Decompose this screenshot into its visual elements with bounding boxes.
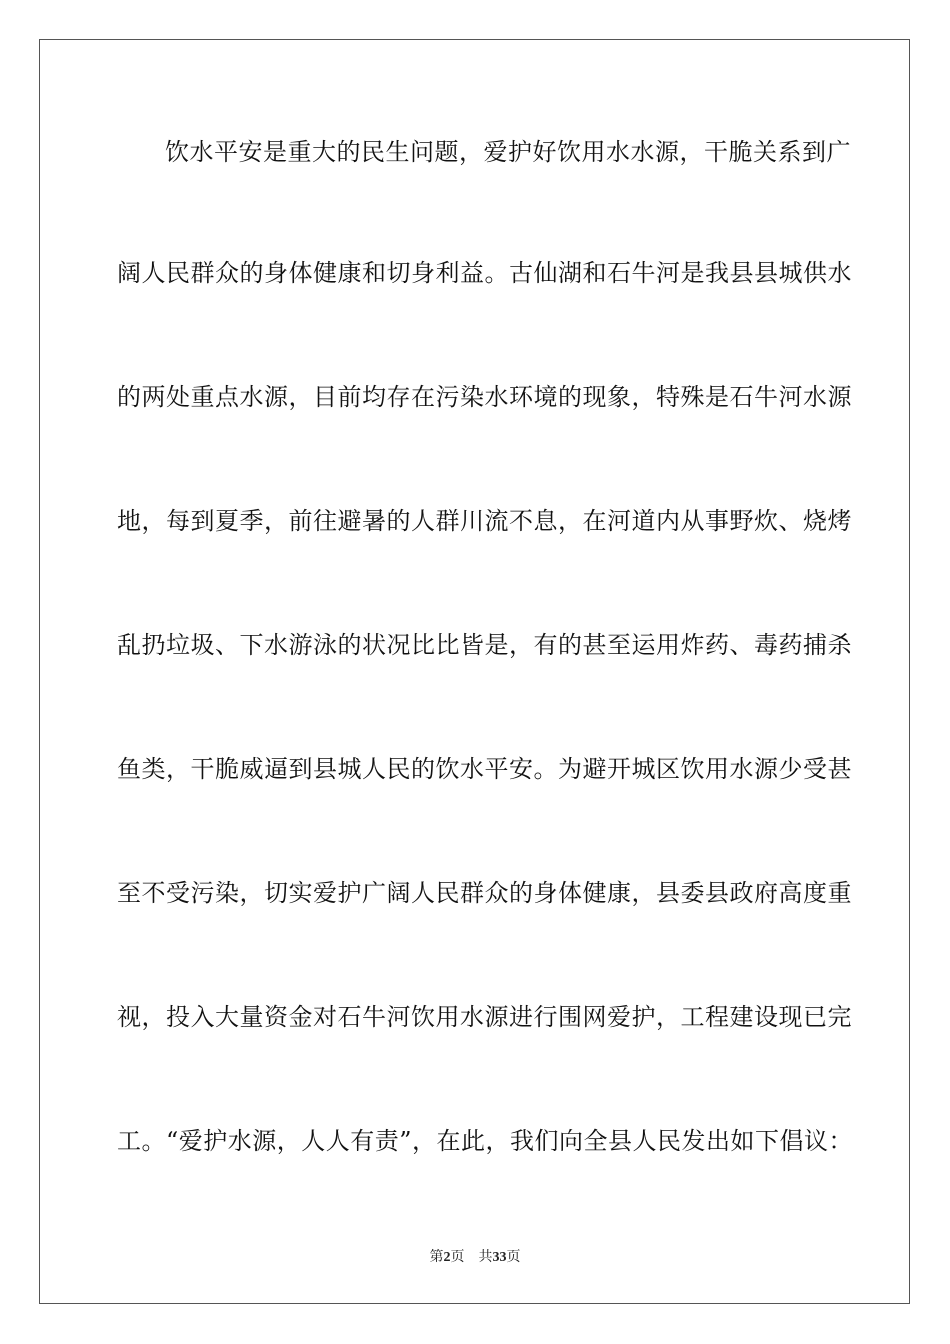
total-pages: 33 — [492, 1250, 507, 1265]
page-border — [39, 39, 910, 1304]
total-suffix: 页 — [506, 1249, 521, 1265]
text-line-9: 工。“爱护水源，人人有责”，在此，我们向全县人民发出如下倡议： — [117, 1127, 854, 1155]
total-prefix: 共 — [478, 1249, 493, 1265]
text-line-3: 的两处重点水源，目前均存在污染水环境的现象，特殊是石牛河水源 — [117, 383, 852, 411]
text-line-7: 至不受污染，切实爱护广阔人民群众的身体健康，县委县政府高度重 — [117, 879, 852, 907]
text-line-5: 乱扔垃圾、下水游泳的状况比比皆是，有的甚至运用炸药、毒药捕杀 — [117, 631, 852, 659]
page-prefix: 第 — [429, 1249, 444, 1265]
text-line-2: 阔人民群众的身体健康和切身利益。古仙湖和石牛河是我县县城供水 — [117, 259, 852, 287]
text-line-4: 地，每到夏季，前往避暑的人群川流不息，在河道内从事野炊、烧烤 — [117, 507, 852, 535]
page-suffix: 页 — [450, 1249, 465, 1265]
text-line-6: 鱼类，干脆威逼到县城人民的饮水平安。为避开城区饮用水源少受甚 — [117, 755, 852, 783]
page-footer — [0, 1246, 950, 1266]
page-number: 2 — [443, 1250, 451, 1265]
text-line-1: 饮水平安是重大的民生问题，爱护好饮用水水源，干脆关系到广 — [165, 138, 851, 166]
text-line-8: 视，投入大量资金对石牛河饮用水源进行围网爱护，工程建设现已完 — [117, 1003, 852, 1031]
